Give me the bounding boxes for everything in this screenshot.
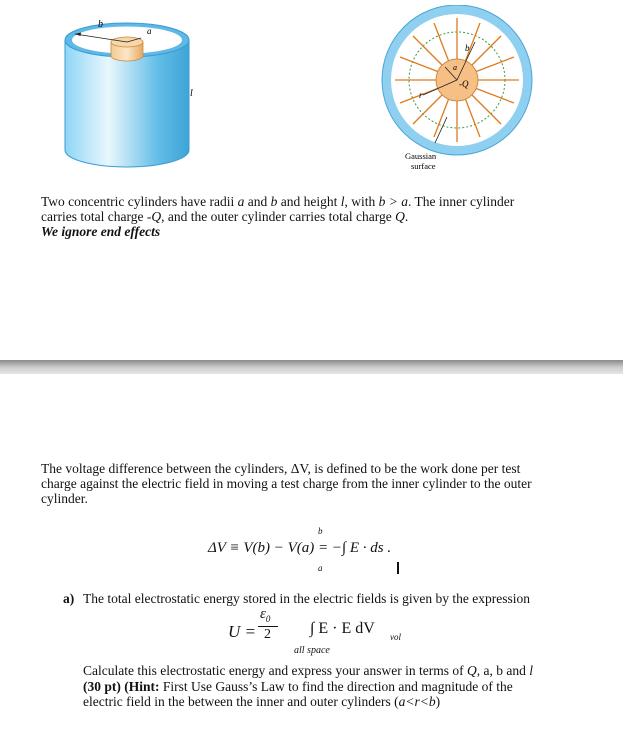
- energy-eq-u: U =: [228, 622, 256, 641]
- concentric-cylinders-figure: [55, 10, 205, 175]
- energy-eq-eps: $\varepsilon_0$: [260, 606, 271, 624]
- label-a: a: [147, 26, 152, 36]
- energy-eq-den: 2: [264, 627, 271, 642]
- label-b: b: [465, 43, 470, 53]
- energy-eq-space: all space: [294, 645, 330, 656]
- intro-line-1: Two concentric cylinders have radii a and b and height l, with b > a. The inner cylinder: [41, 194, 515, 209]
- text-cursor: [397, 562, 399, 574]
- voltage-line-3: cylinder.: [41, 491, 88, 506]
- upper-limit: b: [318, 526, 323, 536]
- lower-limit: a: [318, 563, 323, 573]
- part-a-label: a): [63, 591, 75, 606]
- part-a-intro: The total electrostatic energy stored in the electric fields is given by the expression: [83, 591, 530, 606]
- label-q: -Q: [459, 79, 469, 89]
- voltage-equation: ΔV ≡ V(b) − V(a) = −∫ E · ds .: [208, 540, 392, 556]
- voltage-line-1: The voltage difference between the cylinders, ΔV, is defined to be the work done per test: [41, 461, 521, 476]
- label-r: r: [419, 90, 423, 100]
- section-divider: [0, 360, 623, 374]
- cross-section-figure: [375, 5, 540, 175]
- caption-gaussian: Gaussian: [405, 151, 437, 161]
- label-a: a: [453, 63, 457, 72]
- energy-eq-vol: vol: [390, 632, 401, 642]
- caption-surface: surface: [411, 161, 436, 171]
- energy-eq-body: ∫ E · E dV: [310, 620, 375, 637]
- intro-line-2: carries total charge -Q, and the outer cylinder carries total charge Q.: [41, 209, 409, 224]
- voltage-line-2: charge against the electric field in moving a test charge from the inner cylinder to the outer: [41, 476, 532, 491]
- intro-line-3: We ignore end effects: [41, 224, 161, 239]
- calc-line-2: (30 pt) (Hint: First Use Gauss’s Law to find the direction and magnitude of the: [83, 679, 513, 694]
- label-b: b: [98, 19, 103, 30]
- calc-line-1: Calculate this electrostatic energy and express your answer in terms of Q, a, b and l: [83, 663, 533, 678]
- label-l: l: [190, 88, 193, 99]
- calc-line-3: electric field in the between the inner and outer cylinders (a<r<b): [83, 694, 441, 709]
